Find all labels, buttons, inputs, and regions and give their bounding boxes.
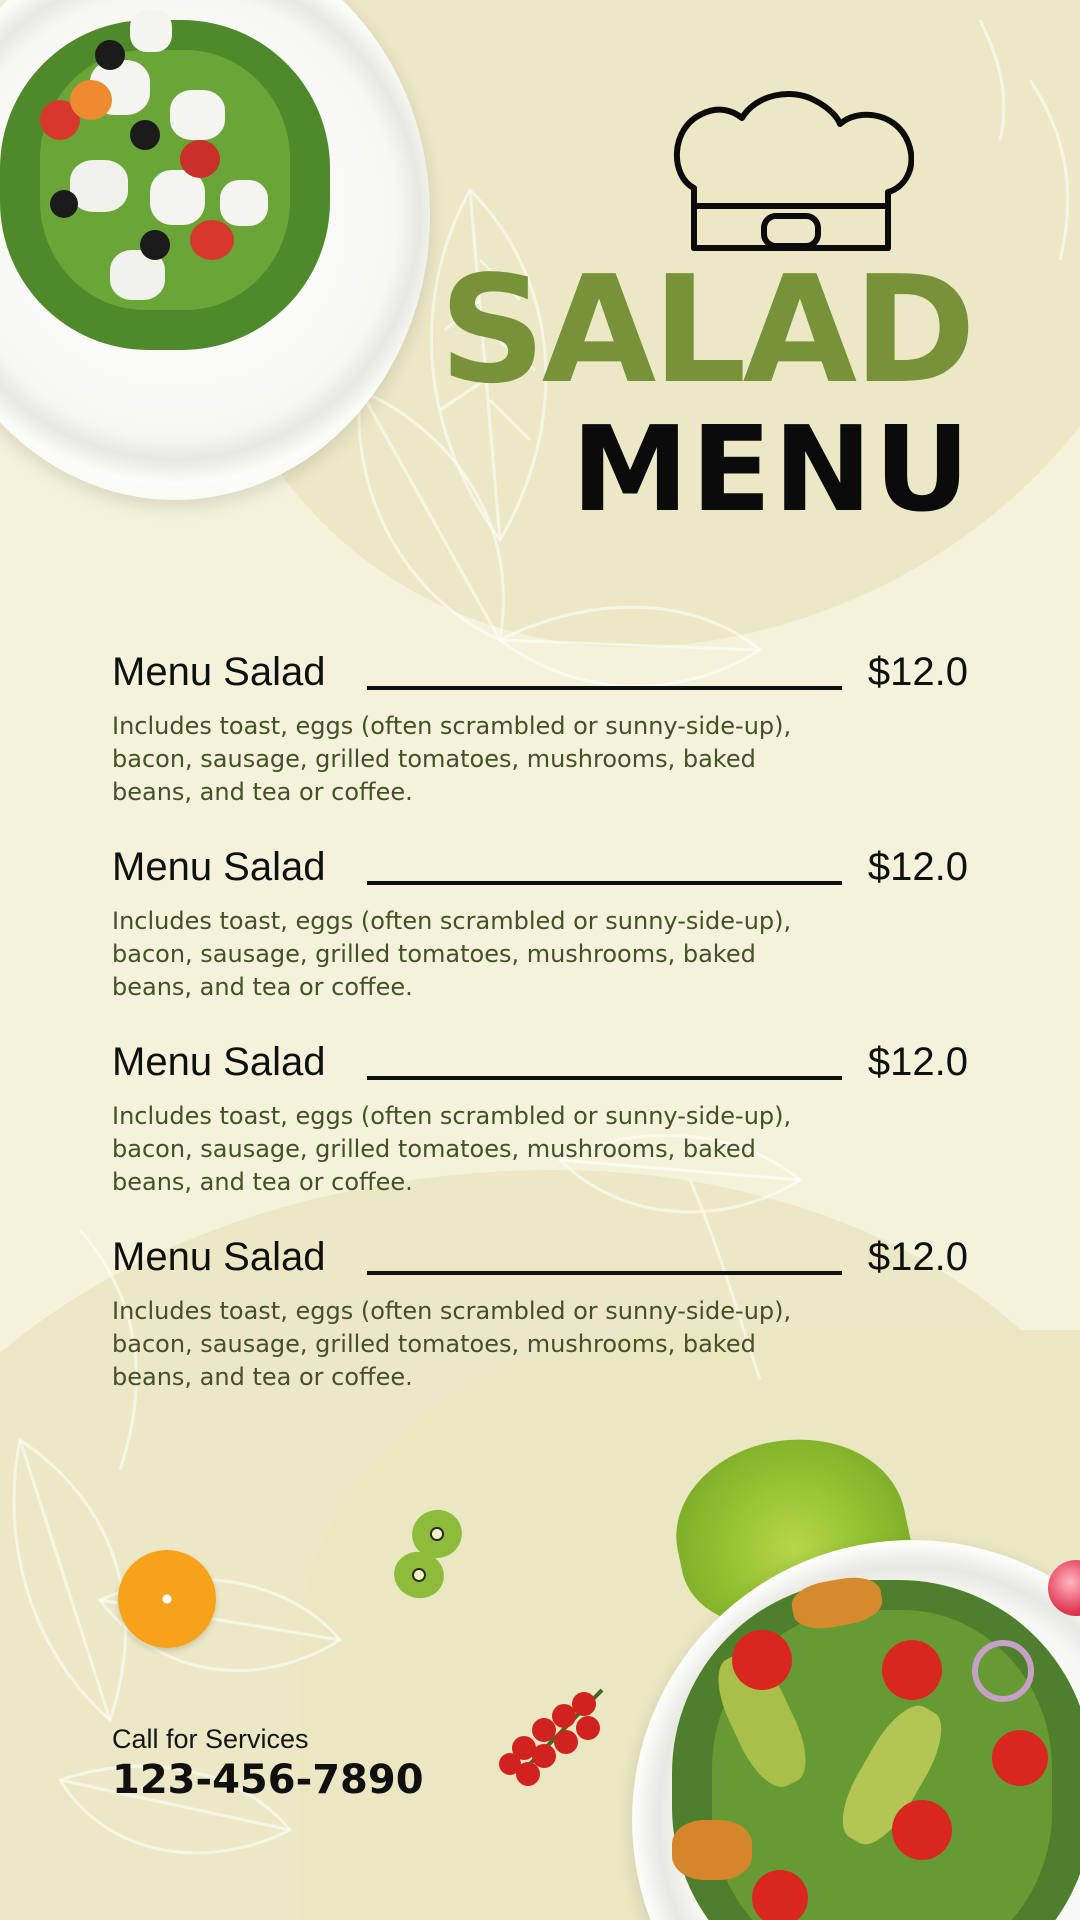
menu-item-price: $12.0 <box>867 1040 968 1084</box>
menu-item <box>112 1040 968 1199</box>
menu-item <box>112 845 968 1004</box>
title-salad: SALAD <box>439 244 972 416</box>
menu-item-description: Includes toast, eggs (often scrambled or sunny-side-up), bacon, sausage, grilled tomatoes, mushrooms, baked beans, and tea or coffee. <box>112 712 792 806</box>
menu-item-divider <box>367 686 842 690</box>
title-menu: MENU <box>571 400 972 538</box>
chef-hat-icon <box>668 88 914 254</box>
menu-item-description: Includes toast, eggs (often scrambled or sunny-side-up), bacon, sausage, grilled tomatoes, mushrooms, baked beans, and tea or coffee. <box>112 907 792 1001</box>
menu-item-name: Menu Salad <box>112 1235 326 1279</box>
menu-item <box>112 650 968 809</box>
menu-item-divider <box>367 1271 842 1275</box>
contact-phone[interactable]: 123-456-7890 <box>112 1757 424 1803</box>
menu-item-name: Menu Salad <box>112 650 326 694</box>
menu-item-divider <box>367 881 842 885</box>
menu-item-description: Includes toast, eggs (often scrambled or sunny-side-up), bacon, sausage, grilled tomatoes, mushrooms, baked beans, and tea or coffee. <box>112 1297 792 1391</box>
cherry-tomatoes-image <box>492 1682 612 1792</box>
menu-item-price: $12.0 <box>867 650 968 694</box>
menu-item-divider <box>367 1076 842 1080</box>
menu-item-description: Includes toast, eggs (often scrambled or sunny-side-up), bacon, sausage, grilled tomatoes, mushrooms, baked beans, and tea or coffee. <box>112 1102 792 1196</box>
menu-item-price: $12.0 <box>867 845 968 889</box>
menu-item <box>112 1235 968 1394</box>
menu-item-name: Menu Salad <box>112 845 326 889</box>
orange-slice-image <box>118 1550 216 1648</box>
contact-label: Call for Services <box>112 1724 309 1754</box>
menu-item-name: Menu Salad <box>112 1040 326 1084</box>
menu-item-price: $12.0 <box>867 1235 968 1279</box>
